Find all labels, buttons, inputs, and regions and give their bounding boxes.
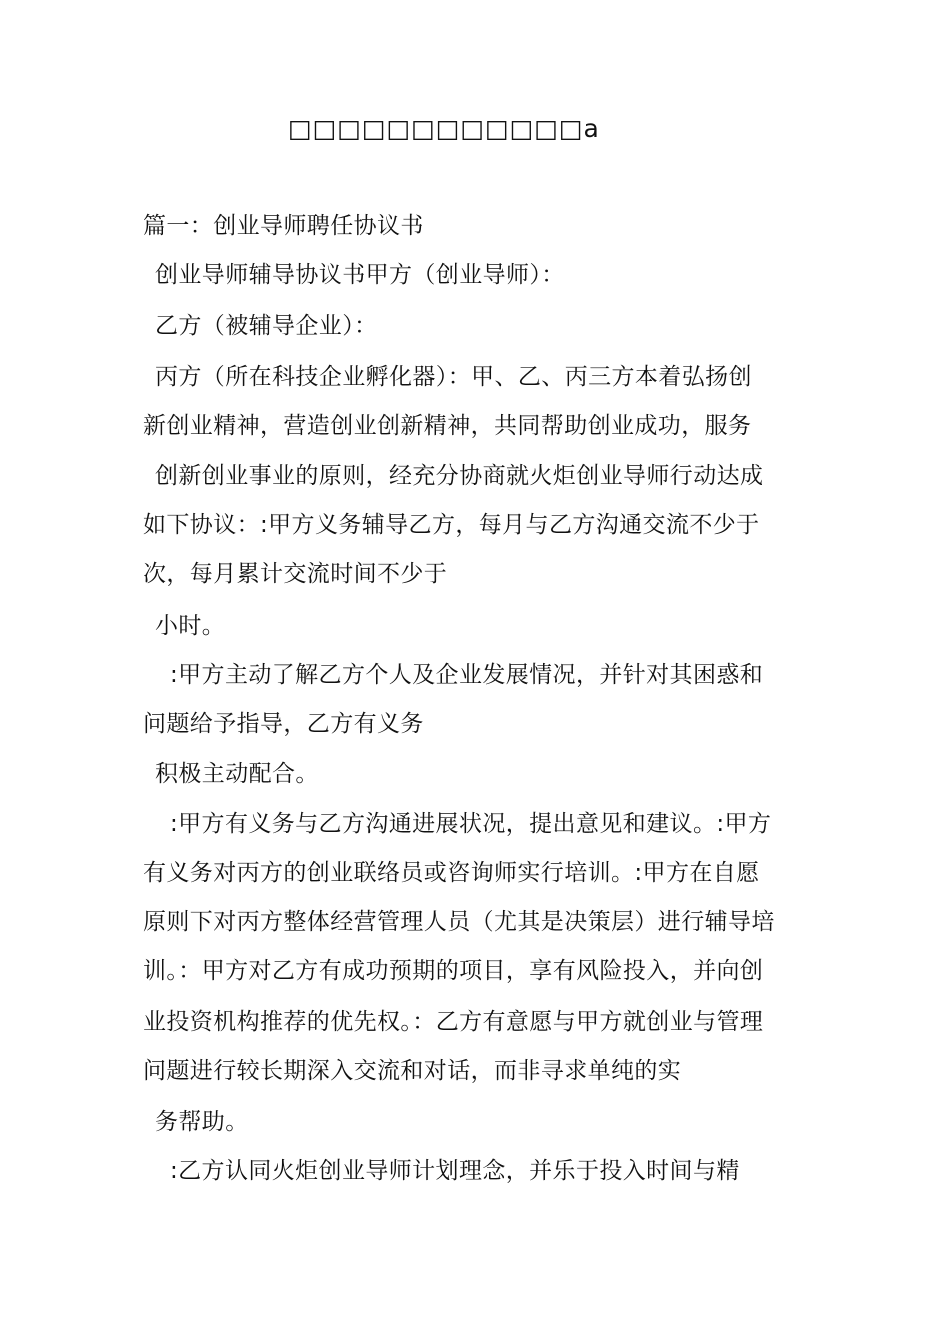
text-line: 次，每月累计交流时间不少于 <box>143 561 448 587</box>
text-line: 乙方（被辅导企业）： <box>155 313 378 339</box>
text-line: 原则下对丙方整体经营管理人员（尤其是决策层）进行辅导培 <box>143 909 775 935</box>
text-line: 积极主动配合。 <box>155 761 319 787</box>
text-line: 创业导师辅导协议书甲方（创业导师）： <box>155 262 565 288</box>
text-line: 如下协议：:甲方义务辅导乙方，每月与乙方沟通交流不少于 <box>143 512 760 538</box>
text-line: 问题给予指导，乙方有义务 <box>143 711 424 737</box>
text-line: 训。：甲方对乙方有成功预期的项目，享有风险投入，并向创 <box>143 958 764 984</box>
section-heading: 篇一：创业导师聘任协议书 <box>143 213 424 239</box>
text-line: :甲方主动了解乙方个人及企业发展情况，并针对其困惑和 <box>170 662 764 688</box>
text-line: :甲方有义务与乙方沟通进展状况，提出意见和建议。:甲方 <box>170 811 772 837</box>
text-line: 丙方（所在科技企业孵化器）：甲、乙、丙三方本着弘扬创 <box>155 364 752 390</box>
text-line: 小时。 <box>155 613 226 639</box>
document-title: □□□□□□□□□□□□a <box>288 114 600 143</box>
text-line: 业投资机构推荐的优先权。：乙方有意愿与甲方就创业与管理 <box>143 1009 764 1035</box>
text-line: 问题进行较长期深入交流和对话，而非寻求单纯的实 <box>143 1058 682 1084</box>
text-line: 务帮助。 <box>155 1109 249 1135</box>
text-line: 有义务对丙方的创业联络员或咨询师实行培训。:甲方在自愿 <box>143 860 760 886</box>
text-line: 新创业精神，营造创业创新精神，共同帮助创业成功，服务 <box>143 413 752 439</box>
text-line: :乙方认同火炬创业导师计划理念，并乐于投入时间与精 <box>170 1158 740 1184</box>
text-line: 创新创业事业的原则，经充分协商就火炬创业导师行动达成 <box>155 463 764 489</box>
